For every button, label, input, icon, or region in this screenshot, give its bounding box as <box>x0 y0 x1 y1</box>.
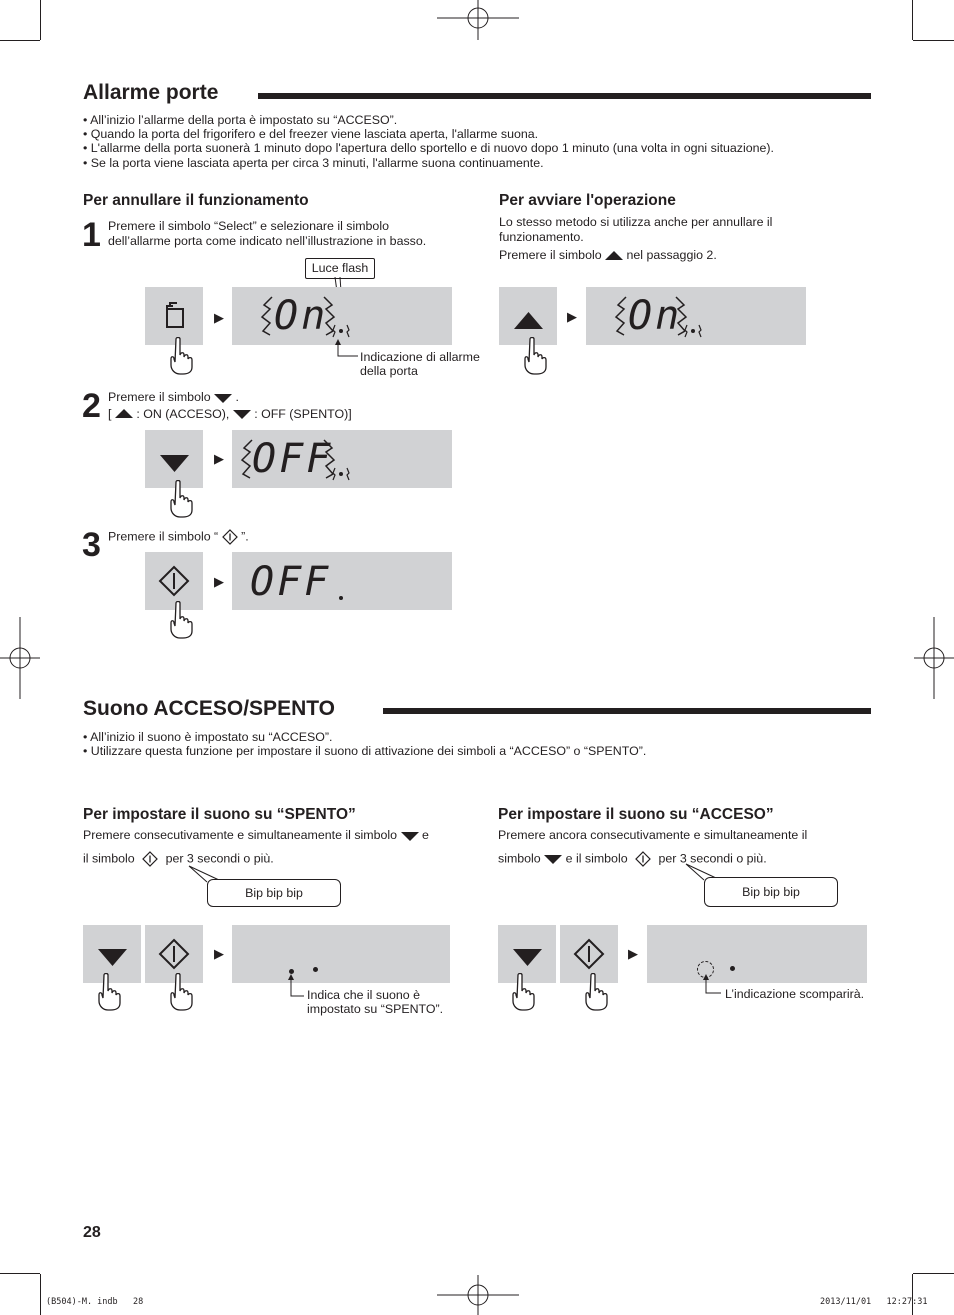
start-line-part: Premere il simbolo <box>499 248 602 263</box>
sound-off-part: e <box>421 828 429 842</box>
sound-on-part: simbolo <box>498 850 541 865</box>
power-diamond-icon <box>222 529 238 545</box>
title-rule <box>383 708 871 714</box>
crop-mark <box>40 0 41 40</box>
bullet: • All’inizio l’allarme della porta è impostato su “ACCESO”. <box>83 113 398 127</box>
crop-mark <box>912 1274 913 1315</box>
start-line: Lo stesso metodo si utilizza anche per annullare il <box>499 215 773 229</box>
sound-off-part: Premere consecutivamente e simultaneamente il simbolo <box>83 828 398 842</box>
subtitle-cancel: Per annullare il funzionamento <box>83 192 309 209</box>
registration-mark-icon <box>0 617 40 699</box>
bullet: • Utilizzare questa funzione per impostare il suono di attivazione dei simboli a “ACCESO” o “SPENTO”. <box>83 744 647 759</box>
callout-line-text: Indicazione di allarme <box>360 350 480 364</box>
step-number: 1 <box>82 216 101 254</box>
finger-press-icon <box>582 973 612 1011</box>
finger-press-icon <box>509 973 539 1011</box>
lcd-display <box>232 552 452 610</box>
next-arrow-icon: ▶ <box>567 309 577 324</box>
crop-mark <box>912 0 913 40</box>
lcd-dot <box>339 596 343 600</box>
registration-mark-icon <box>437 1275 519 1315</box>
next-arrow-icon: ▶ <box>214 451 224 466</box>
up-triangle-icon <box>605 251 623 261</box>
step3-text-part: ”. <box>241 529 249 544</box>
lcd-text: OFF <box>252 436 334 482</box>
step1-text <box>108 219 426 248</box>
lcd-display <box>647 925 867 983</box>
section-title-sound: Suono ACCESO/SPENTO <box>83 697 336 720</box>
lcd-display <box>232 925 450 983</box>
step1-line: Premere il simbolo “Select” e selezionare il simbolo <box>108 219 389 233</box>
start-line-part: nel passaggio 2. <box>626 248 717 263</box>
finger-press-icon <box>167 480 197 518</box>
lcd-dot <box>730 966 735 971</box>
sound-on-text <box>498 828 807 867</box>
step3-text-part: Premere il simbolo “ <box>108 529 219 544</box>
lcd-dot <box>313 967 318 972</box>
subtitle-sound-on: Per impostare il suono su “ACCESO” <box>498 806 774 823</box>
bullet: • Se la porta viene lasciata aperta per circa 3 minuti, l'allarme suona continuamente. <box>83 155 544 170</box>
up-triangle-icon <box>115 409 133 419</box>
lcd-text: On <box>628 293 683 339</box>
start-text <box>499 215 772 263</box>
sound-off-text <box>83 828 429 867</box>
start-line: funzionamento. <box>499 229 584 244</box>
door-alarm-icon <box>332 466 350 482</box>
callout-line-text: Indica che il suono è <box>307 988 420 1002</box>
page-number: 28 <box>83 1224 101 1241</box>
beep-bubble: Bip bip bip <box>704 877 838 907</box>
step-number: 3 <box>82 526 101 564</box>
step2-text-part: Premere il simbolo <box>108 390 211 404</box>
registration-mark-icon <box>437 0 519 40</box>
door-alarm-icon <box>684 323 702 339</box>
sound-on-part: Premere ancora consecutivamente e simultaneamente il <box>498 828 808 842</box>
beep-bubble: Bip bip bip <box>207 879 341 907</box>
bullet: • All’inizio il suono è impostato su “ACCESO”. <box>83 730 333 744</box>
step2-text-part: : OFF (SPENTO)] <box>254 406 352 421</box>
step2-text-part: [ <box>108 406 112 421</box>
lcd-text: OFF <box>250 559 332 605</box>
down-triangle-icon <box>233 409 251 419</box>
subtitle-start: Per avviare l'operazione <box>499 192 676 209</box>
power-diamond-icon <box>635 851 651 867</box>
door-indicator-callout <box>360 350 480 378</box>
power-diamond-icon <box>142 851 158 867</box>
step3-text <box>108 529 249 545</box>
next-arrow-icon: ▶ <box>214 574 224 589</box>
sound-bullets <box>83 730 646 758</box>
door-alarm-bullets <box>83 113 774 170</box>
lcd-display <box>232 287 452 345</box>
door-alarm-icon <box>332 323 350 339</box>
lcd-display <box>232 430 452 488</box>
finger-press-icon <box>167 601 197 639</box>
down-triangle-icon <box>214 393 232 403</box>
down-triangle-icon <box>401 831 419 841</box>
bullet: • L'allarme della porta suonerà 1 minuto dopo l'apertura dello sportello e di nuovo dopo 1 minuto (una volta in ogni situazione). <box>83 141 774 156</box>
crop-mark <box>40 1274 41 1315</box>
callout-line-text: della porta <box>360 364 418 378</box>
luce-flash-label: Luce flash <box>305 258 375 279</box>
callout-line-text: impostato su “SPENTO”. <box>307 1002 444 1016</box>
finger-press-icon <box>167 337 197 375</box>
sound-on-part: e il simbolo <box>565 850 628 865</box>
sound-off-part: per 3 secondi o più. <box>165 850 274 865</box>
print-slug-left: (B504)-M. indb 28 <box>46 1297 144 1307</box>
step2-text-part: . <box>235 390 239 404</box>
step1-line: dell’allarme porta come indicato nell’illustrazione in basso. <box>108 233 427 248</box>
down-triangle-icon <box>544 854 562 864</box>
crop-mark <box>0 40 40 41</box>
next-arrow-icon: ▶ <box>214 310 224 325</box>
print-slug-right: 2013/11/01 12:27:31 <box>820 1297 928 1307</box>
lcd-display <box>586 287 806 345</box>
crop-mark <box>0 1273 40 1274</box>
lcd-text: On <box>274 293 329 339</box>
section-title-door-alarm: Allarme porte <box>83 81 219 104</box>
sound-on-callout: L’indicazione scomparirà. <box>725 987 865 1001</box>
sound-off-part: il simbolo <box>83 850 135 865</box>
registration-mark-icon <box>914 617 954 699</box>
title-rule <box>258 93 871 99</box>
next-arrow-icon: ▶ <box>214 946 224 961</box>
finger-press-icon <box>521 337 551 375</box>
step-number: 2 <box>82 387 101 425</box>
next-arrow-icon: ▶ <box>628 946 638 961</box>
bullet: • Quando la porta del frigorifero e del freezer viene lasciata aperta, l'allarme suona. <box>83 127 539 142</box>
subtitle-sound-off: Per impostare il suono su “SPENTO” <box>83 806 356 823</box>
sound-on-part: per 3 secondi o più. <box>658 850 767 865</box>
sound-off-callout <box>307 988 443 1016</box>
crop-mark <box>913 1273 954 1274</box>
finger-press-icon <box>167 973 197 1011</box>
finger-press-icon <box>95 973 125 1011</box>
step2-text <box>108 390 352 421</box>
step2-text-part: : ON (ACCESO), <box>136 406 230 421</box>
crop-mark <box>913 40 954 41</box>
